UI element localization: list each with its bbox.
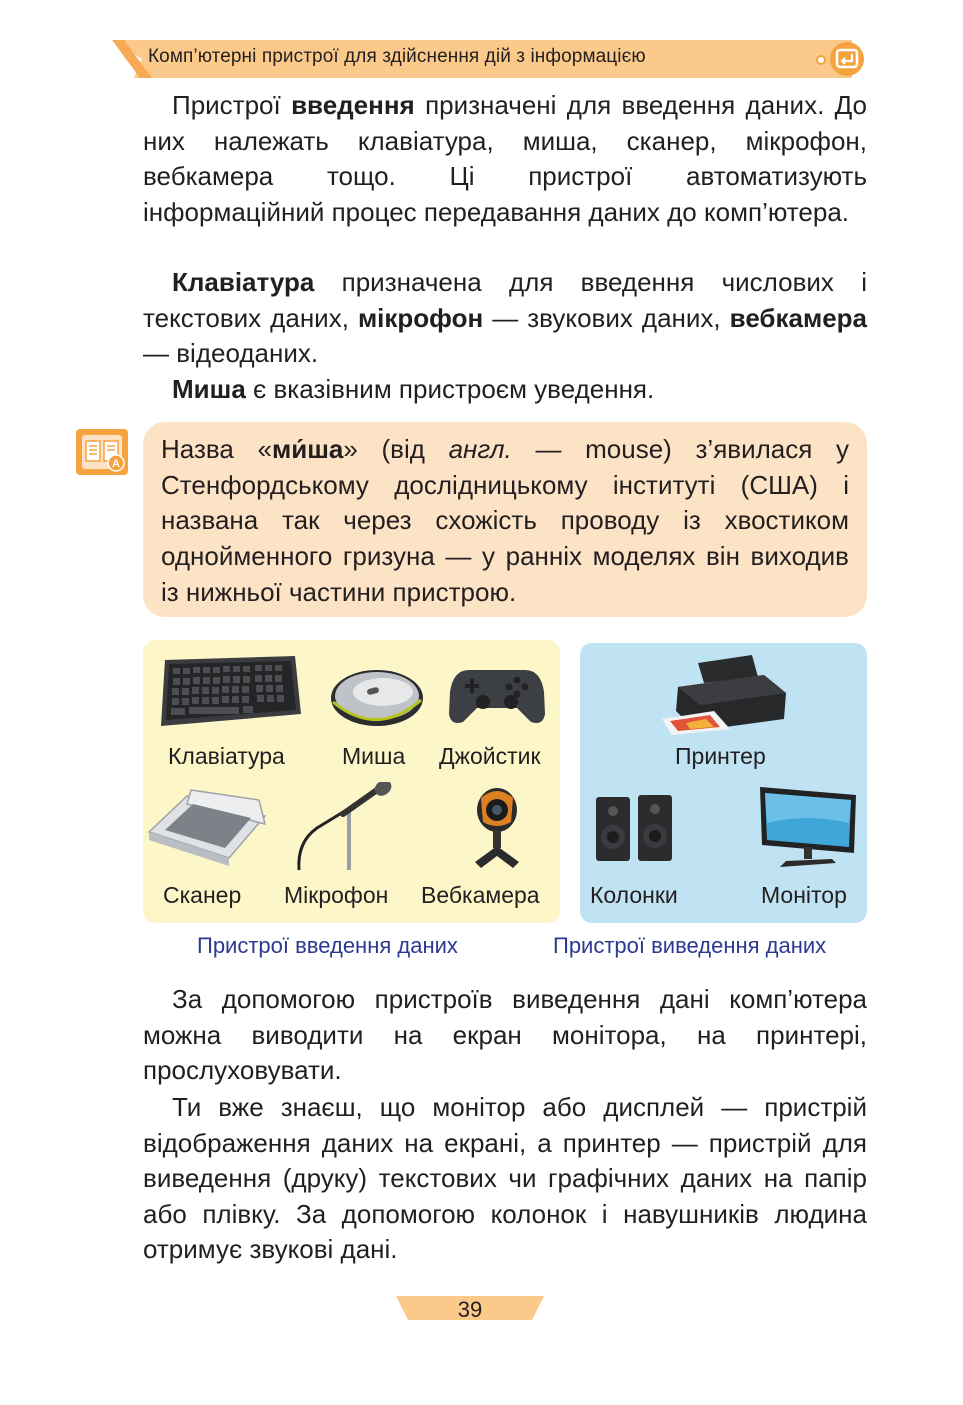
device-label-mouse: Миша bbox=[342, 743, 406, 769]
info-note-text bbox=[161, 432, 849, 611]
device-label-printer: Принтер bbox=[675, 743, 766, 769]
term-input: введення bbox=[291, 90, 415, 120]
device-label-webcam: Вебкамера bbox=[421, 882, 540, 908]
page-number: 39 bbox=[457, 1297, 483, 1322]
paragraph-output-devices bbox=[143, 982, 867, 1089]
printer-icon bbox=[660, 653, 792, 735]
paragraph-input-devices bbox=[143, 88, 867, 230]
paragraph-monitor-printer bbox=[143, 1090, 867, 1268]
term-mouse: Миша bbox=[172, 374, 246, 404]
text: — відеоданих. bbox=[143, 338, 319, 368]
text: є вказівним пристроєм уведення. bbox=[245, 374, 655, 404]
output-devices-panel bbox=[580, 643, 867, 923]
device-label-keyboard: Клавіатура bbox=[168, 743, 285, 769]
text: призначена для введення числових і текстових даних, bbox=[143, 267, 867, 333]
device-label-microphone: Мікрофон bbox=[284, 882, 389, 908]
text: — mouse) з’явилася у Стенфордському дослідницькому інституті (США) і названа так через схожість проводу із хвостиком однойменного гризуна — у ранніх моделях він виходив із нижньої частини пристрою. bbox=[161, 434, 849, 607]
device-label-monitor: Монітор bbox=[761, 882, 847, 908]
gamepad-icon bbox=[447, 662, 547, 728]
caption-output-devices: Пристрої виведення даних bbox=[553, 933, 827, 958]
keyboard-icon bbox=[157, 652, 303, 728]
text: За допомогою пристроїв виведення дані комп’ютера можна виводити на екран монітора, на принтері, прослуховувати. bbox=[143, 984, 867, 1085]
text: — звукових даних, bbox=[483, 302, 730, 333]
device-label-joystick: Джойстик bbox=[439, 743, 541, 769]
scanner-icon bbox=[147, 788, 267, 868]
text: Ти вже знаєш, що монітор або дисплей — пристрій відображення даних на екрані, а принтер — пристрій для виведення (друку) текстових чи графічних даних на папір або плівку. За допомогою колонок і навушників людина отримує звукові дані. bbox=[143, 1092, 867, 1264]
return-arrow-icon bbox=[828, 41, 866, 77]
microphone-icon bbox=[293, 782, 399, 872]
paragraph-mouse bbox=[143, 372, 867, 408]
device-label-scanner: Сканер bbox=[163, 882, 242, 908]
caption-input-devices: Пристрої введення даних bbox=[197, 933, 458, 958]
term-microphone: мікрофон bbox=[357, 302, 484, 333]
svg-text:A: A bbox=[112, 458, 120, 470]
monitor-icon bbox=[756, 783, 860, 869]
text: Назва « bbox=[161, 434, 272, 464]
device-label-speakers: Колонки bbox=[590, 882, 678, 908]
info-note-box bbox=[143, 422, 867, 617]
chapter-title: Комп’ютерні пристрої для здійснення дій з інформацією bbox=[148, 46, 646, 67]
text: призначені для введення даних. До них належать клавіатура, миша, сканер, мікрофон, вебкамера тощо. Ці пристрої автоматизують інформаційний процес передавання даних до комп’ютера. bbox=[143, 90, 867, 227]
text: Пристрої bbox=[172, 90, 292, 120]
mouse-icon bbox=[327, 662, 429, 732]
abbr-english: англ. bbox=[448, 434, 512, 464]
text: » (від bbox=[343, 434, 449, 464]
term-webcam: вебкамера bbox=[729, 302, 867, 333]
term-mouse: ми́ша bbox=[271, 434, 344, 464]
book-info-icon bbox=[74, 427, 130, 477]
term-keyboard: Клавіатура bbox=[172, 267, 315, 297]
input-devices-panel bbox=[143, 640, 560, 923]
bullet-dot-icon bbox=[814, 54, 828, 66]
speakers-icon bbox=[594, 793, 676, 865]
webcam-icon bbox=[467, 786, 527, 870]
chapter-header bbox=[112, 40, 862, 78]
paragraph-keyboard bbox=[143, 265, 867, 372]
